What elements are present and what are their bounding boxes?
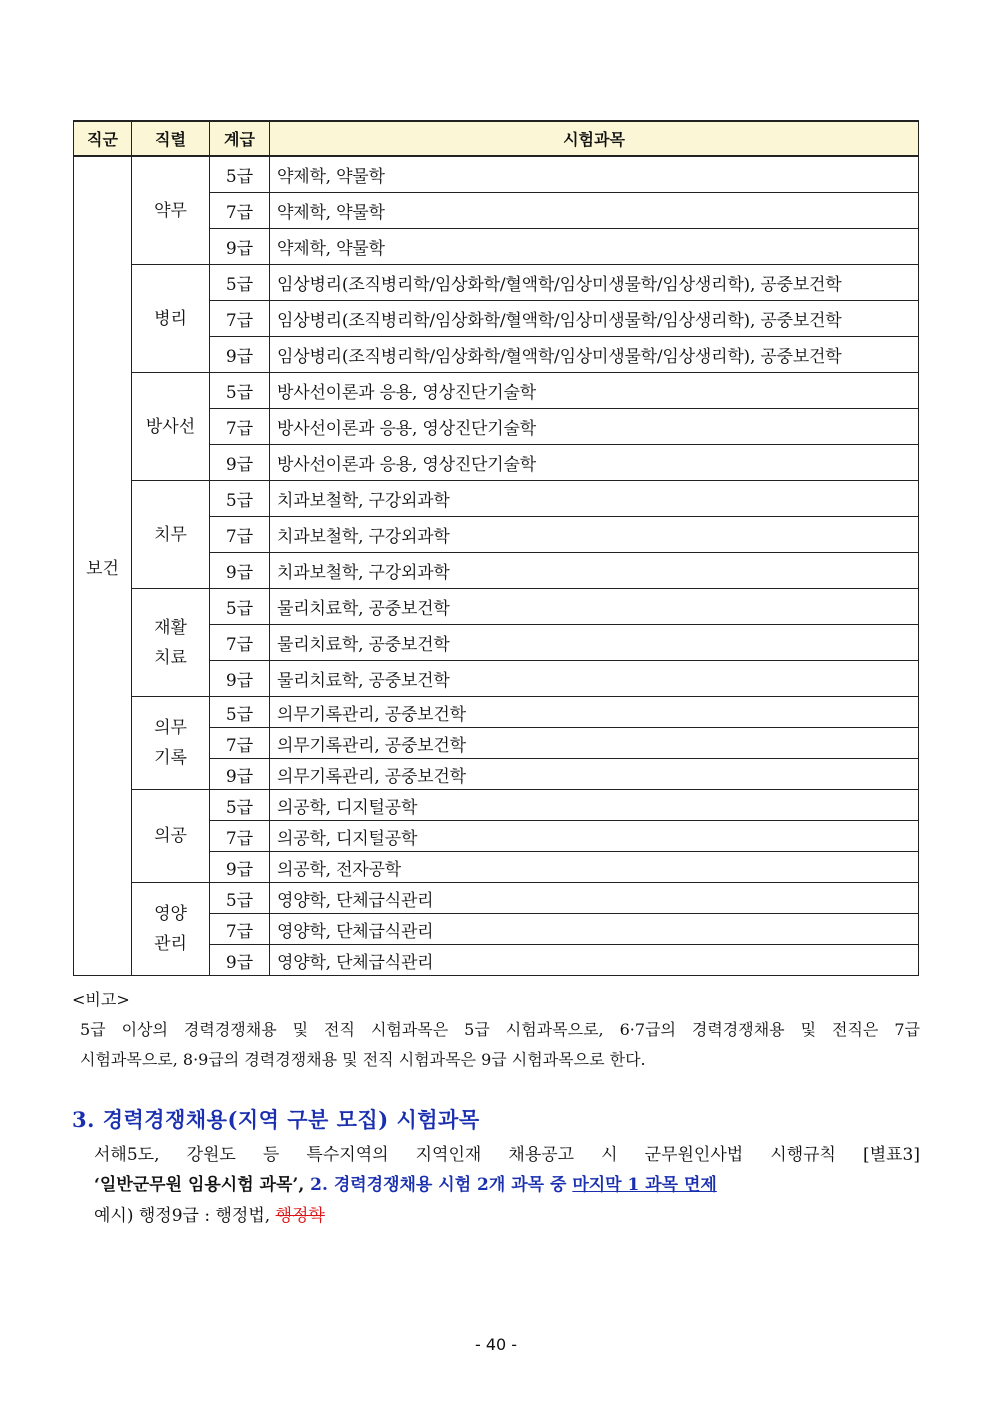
grade-cell: 9급 (210, 852, 270, 883)
header-group: 직군 (74, 121, 132, 156)
subjects-cell: 영양학, 단체급식관리 (270, 945, 919, 976)
position-label: 치무 (154, 524, 187, 545)
grade-cell: 7급 (210, 914, 270, 945)
table-row (74, 589, 919, 625)
subjects-cell: 물리치료학, 공중보건학 (270, 661, 919, 697)
table-row (74, 790, 919, 821)
position-cell (132, 156, 210, 265)
subjects-cell: 영양학, 단체급식관리 (270, 883, 919, 914)
subjects-cell: 의공학, 디지털공학 (270, 821, 919, 852)
grade-cell: 9급 (210, 337, 270, 373)
table-row (74, 373, 919, 409)
header-grade: 계급 (210, 121, 270, 156)
table-body (74, 156, 919, 976)
exam-subjects-table (73, 120, 919, 976)
subjects-cell: 의공학, 전자공학 (270, 852, 919, 883)
position-label: 약무 (154, 200, 187, 221)
grade-cell: 7급 (210, 517, 270, 553)
header-subjects: 시험과목 (270, 121, 919, 156)
section-title: 3. 경력경쟁채용(지역 구분 모집) 시험과목 (72, 1107, 480, 1132)
table-row (74, 883, 919, 914)
note-body (80, 1015, 920, 1075)
subjects-cell: 약제학, 약물학 (270, 193, 919, 229)
grade-cell: 5급 (210, 697, 270, 728)
subjects-cell: 약제학, 약물학 (270, 156, 919, 193)
section-quote: ‘일반군무원 임용시험 과목’, (94, 1175, 305, 1195)
section-blue-text: 2. 경력경쟁채용 시험 2개 과목 중 (304, 1175, 573, 1195)
grade-cell: 5급 (210, 265, 270, 301)
grade-cell: 5급 (210, 156, 270, 193)
position-label: 의무 (154, 718, 187, 738)
position-label: 의공 (154, 826, 187, 846)
grade-cell: 9급 (210, 229, 270, 265)
section-line-2 (94, 1170, 717, 1195)
subjects-cell: 의무기록관리, 공중보건학 (270, 728, 919, 759)
table-row (74, 156, 919, 193)
grade-cell: 7급 (210, 625, 270, 661)
position-cell (132, 589, 210, 697)
table-header-row (74, 121, 919, 156)
note-line-1: 5급 이상의 경력경쟁채용 및 전직 시험과목은 5급 시험과목으로, 6·7급의 경력경쟁채용 및 전직은 7급 (80, 1020, 920, 1039)
subjects-cell: 임상병리(조직병리학/임상화학/혈액학/임상미생물학/임상생리학), 공중보건학 (270, 265, 919, 301)
table-row (74, 481, 919, 517)
subjects-cell: 물리치료학, 공중보건학 (270, 589, 919, 625)
subjects-cell: 의무기록관리, 공중보건학 (270, 759, 919, 790)
position-cell (132, 481, 210, 589)
position-label: 병리 (154, 308, 187, 329)
section-underlined-text: 마지막 1 과목 면제 (572, 1175, 717, 1195)
subjects-cell: 약제학, 약물학 (270, 229, 919, 265)
table-row (74, 697, 919, 728)
grade-cell: 5급 (210, 790, 270, 821)
grade-cell: 7급 (210, 728, 270, 759)
table-row (74, 265, 919, 301)
header-position: 직렬 (132, 121, 210, 156)
grade-cell: 9급 (210, 661, 270, 697)
subjects-cell: 임상병리(조직병리학/임상화학/혈액학/임상미생물학/임상생리학), 공중보건학 (270, 301, 919, 337)
position-label: 재활 (154, 617, 187, 638)
position-label: 치료 (154, 647, 187, 668)
grade-cell: 9급 (210, 445, 270, 481)
grade-cell: 9급 (210, 553, 270, 589)
grade-cell: 7급 (210, 409, 270, 445)
subjects-cell: 치과보철학, 구강외과학 (270, 517, 919, 553)
example-prefix: 예시) 행정9급 : 행정법, (94, 1206, 276, 1226)
subjects-cell: 치과보철학, 구강외과학 (270, 481, 919, 517)
position-cell (132, 790, 210, 883)
example-struck: 행정학 (275, 1206, 325, 1226)
subjects-cell: 치과보철학, 구강외과학 (270, 553, 919, 589)
subjects-cell: 의무기록관리, 공중보건학 (270, 697, 919, 728)
position-cell (132, 883, 210, 976)
note-line-2: 시험과목으로, 8·9급의 경력경쟁채용 및 전직 시험과목은 9급 시험과목으로 한다. (80, 1050, 646, 1069)
group-cell: 보건 (74, 156, 132, 976)
position-label: 기록 (154, 748, 187, 768)
subjects-cell: 방사선이론과 응용, 영상진단기술학 (270, 409, 919, 445)
grade-cell: 5급 (210, 481, 270, 517)
note-heading: <비고> (72, 990, 130, 1009)
position-cell (132, 265, 210, 373)
position-cell (132, 697, 210, 790)
subjects-cell: 방사선이론과 응용, 영상진단기술학 (270, 373, 919, 409)
subjects-cell: 방사선이론과 응용, 영상진단기술학 (270, 445, 919, 481)
subjects-cell: 물리치료학, 공중보건학 (270, 625, 919, 661)
subjects-cell: 영양학, 단체급식관리 (270, 914, 919, 945)
grade-cell: 5급 (210, 589, 270, 625)
grade-cell: 9급 (210, 759, 270, 790)
grade-cell: 9급 (210, 945, 270, 976)
grade-cell: 7급 (210, 821, 270, 852)
position-label: 관리 (154, 934, 187, 954)
position-label: 영양 (154, 904, 187, 924)
section-example (94, 1201, 325, 1226)
page-number: - 40 - (474, 1335, 518, 1354)
section-line-1: 서해5도, 강원도 등 특수지역의 지역인재 채용공고 시 군무원인사법 시행규칙 [별표3] (94, 1145, 920, 1165)
grade-cell: 5급 (210, 883, 270, 914)
grade-cell: 5급 (210, 373, 270, 409)
position-label: 방사선 (145, 416, 196, 437)
grade-cell: 7급 (210, 301, 270, 337)
position-cell (132, 373, 210, 481)
grade-cell: 7급 (210, 193, 270, 229)
subjects-cell: 임상병리(조직병리학/임상화학/혈액학/임상미생물학/임상생리학), 공중보건학 (270, 337, 919, 373)
subjects-cell: 의공학, 디지털공학 (270, 790, 919, 821)
